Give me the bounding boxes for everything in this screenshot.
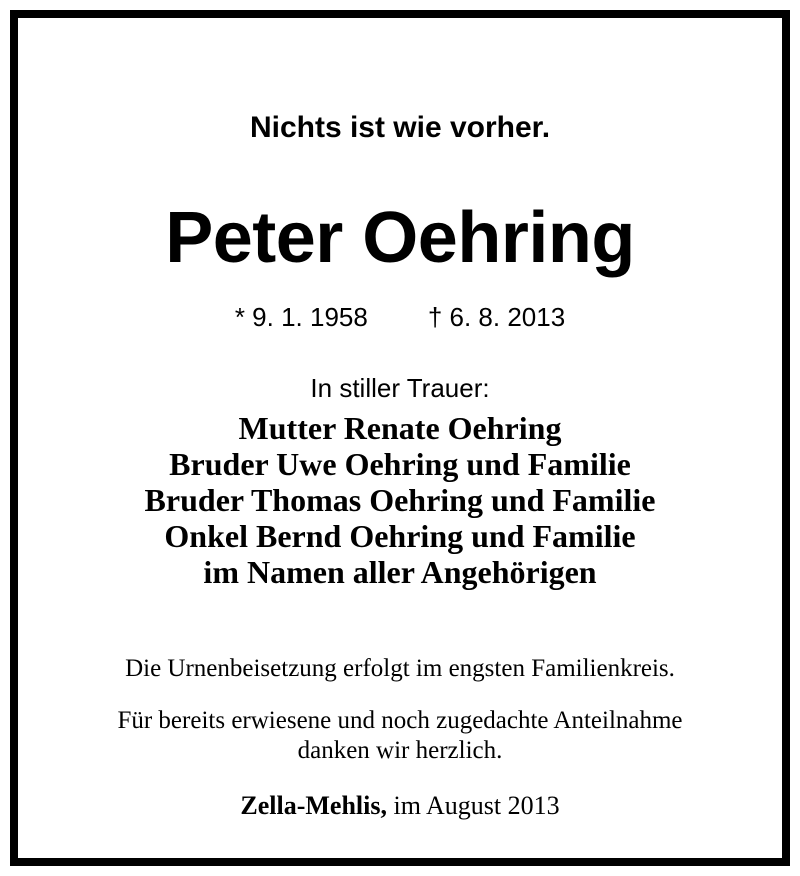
mourner-item: Bruder Uwe Oehring und Familie bbox=[169, 446, 631, 482]
thanks-line: danken wir herzlich. bbox=[297, 737, 503, 764]
place-name: Zella-Mehlis, bbox=[240, 791, 387, 820]
life-dates bbox=[18, 301, 782, 333]
place-and-date bbox=[18, 790, 782, 822]
motto: Nichts ist wie vorher. bbox=[249, 111, 551, 144]
mourner-item: Onkel Bernd Oehring und Familie bbox=[164, 518, 636, 554]
notice-date: im August 2013 bbox=[386, 791, 560, 820]
mourning-heading: In stiller Trauer: bbox=[310, 373, 490, 403]
obituary-notice bbox=[10, 10, 790, 866]
thanks-note bbox=[18, 706, 782, 766]
deceased-name: Peter Oehring bbox=[165, 198, 635, 278]
burial-notice: Die Urnenbeisetzung erfolgt im engsten Familienkreis. bbox=[125, 655, 675, 682]
death-date: † 6. 8. 2013 bbox=[427, 302, 566, 332]
birth-date: * 9. 1. 1958 bbox=[234, 302, 368, 332]
mourner-item: im Namen aller Angehörigen bbox=[203, 554, 597, 590]
thanks-line: Für bereits erwiesene und noch zugedachte Anteilnahme bbox=[117, 707, 683, 734]
mourner-item: Bruder Thomas Oehring und Familie bbox=[144, 482, 656, 518]
mourners-list bbox=[18, 410, 782, 590]
mourner-item: Mutter Renate Oehring bbox=[238, 410, 562, 446]
